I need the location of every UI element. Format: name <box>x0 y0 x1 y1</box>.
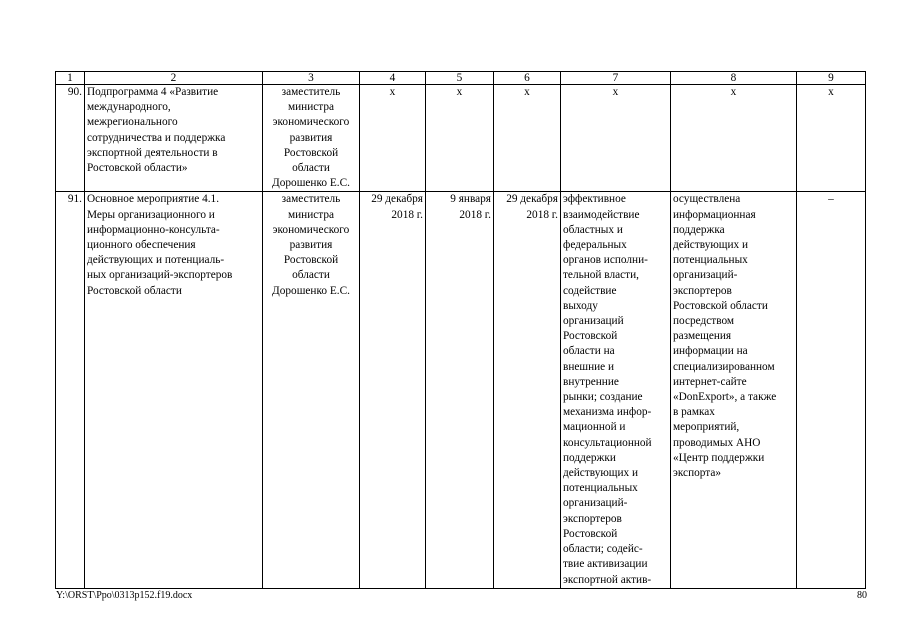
text-line: министра <box>287 208 335 221</box>
text-line: министра <box>287 101 335 114</box>
text-line: экспортной деятельности в <box>87 146 218 159</box>
text-line: взаимодействие <box>563 208 640 221</box>
row-col5: х <box>426 85 494 192</box>
text-line: твие активизации <box>563 558 648 571</box>
text-line: экспорта» <box>673 467 722 480</box>
text-line: экспортеров <box>673 284 732 297</box>
text-line: сотрудничества и поддержка <box>87 131 226 144</box>
text-line: 29 декабря <box>371 193 423 206</box>
row-col7: х <box>561 85 671 192</box>
text-line: Ростовской области <box>87 284 182 297</box>
text-line: поддержки <box>563 451 616 464</box>
text-line: заместитель <box>281 86 341 98</box>
text-line: 2018 г. <box>391 208 423 221</box>
text-line: выходу <box>563 299 598 312</box>
text-line: ных организаций-экспортеров <box>87 269 233 282</box>
text-line: заместитель <box>281 193 341 206</box>
text-line: поддержка <box>673 223 725 236</box>
header-cell: 2 <box>85 72 263 85</box>
text-line: проводимых АНО <box>673 436 761 449</box>
text-line: развития <box>289 131 333 144</box>
text-line: специализированном <box>673 360 775 373</box>
main-table <box>55 71 866 589</box>
row-responsible <box>263 192 360 588</box>
header-cell: 6 <box>494 72 561 85</box>
text-line: межрегионального <box>87 116 178 129</box>
text-line: ционного обеспечения <box>87 239 196 252</box>
text-line: информации на <box>673 345 748 358</box>
row-actual-result <box>671 192 797 588</box>
text-line: 2018 г. <box>459 208 491 221</box>
text-line: 29 декабря <box>506 193 558 206</box>
header-cell: 1 <box>56 72 85 85</box>
text-line: области; содейс- <box>563 543 643 556</box>
text-line: Ростовской <box>283 254 339 267</box>
row-col6: х <box>494 85 561 192</box>
row-col9: х <box>797 85 866 192</box>
text-line: Основное мероприятие 4.1. <box>87 193 220 206</box>
text-line: Ростовской области» <box>87 162 188 175</box>
text-line: 9 января <box>450 193 491 206</box>
text-line: содействие <box>563 284 617 297</box>
footer-file-path: Y:\ORST\Ppo\0313p152.f19.docx <box>56 590 193 601</box>
header-cell: 5 <box>426 72 494 85</box>
text-line: мационной и <box>563 421 626 434</box>
text-line: тельной власти, <box>563 269 639 282</box>
text-line: «DonExport», а также <box>673 391 777 404</box>
row-col4: х <box>360 85 426 192</box>
text-line: действующих и потенциаль- <box>87 254 225 267</box>
header-cell: 3 <box>263 72 360 85</box>
footer-page-number: 80 <box>857 590 867 601</box>
text-line: посредством <box>673 315 735 328</box>
text-line: развития <box>289 239 333 252</box>
row-expected-result <box>561 192 671 588</box>
text-line: области на <box>563 345 615 358</box>
row-name <box>85 192 263 588</box>
text-line: потенциальных <box>563 482 638 495</box>
text-line: информационно-консульта- <box>87 223 220 236</box>
text-line: области <box>292 162 330 175</box>
text-line: действующих и <box>563 467 639 480</box>
header-row <box>56 72 866 85</box>
text-line: информационная <box>673 208 756 221</box>
row-problems: – <box>797 192 866 588</box>
text-line: экономического <box>272 116 350 129</box>
row-end-date <box>426 192 494 588</box>
text-line: Дорошенко Е.С. <box>272 177 350 190</box>
row-number: 91. <box>56 192 85 588</box>
text-line: размещения <box>673 330 732 343</box>
text-line: Ростовской области <box>673 299 768 312</box>
row-col8: х <box>671 85 797 192</box>
text-line: Ростовской <box>563 330 618 343</box>
text-line: потенциальных <box>673 254 748 267</box>
text-line: «Центр поддержки <box>673 451 765 464</box>
row-fact-date <box>494 192 561 588</box>
text-line: экспортной актив- <box>563 573 652 586</box>
header-cell: 8 <box>671 72 797 85</box>
row-name <box>85 85 263 192</box>
header-cell: 4 <box>360 72 426 85</box>
text-line: внутренние <box>563 375 619 388</box>
text-line: федеральных <box>563 239 627 252</box>
text-line: международного, <box>87 101 171 114</box>
table-row-91 <box>56 192 866 588</box>
row-start-date <box>360 192 426 588</box>
text-line: Ростовской <box>563 527 618 540</box>
text-line: областных и <box>563 223 623 236</box>
text-line: организаций- <box>673 269 738 282</box>
header-cell: 9 <box>797 72 866 85</box>
text-line: органов исполни- <box>563 254 648 267</box>
text-line: осуществлена <box>673 193 741 206</box>
text-line: механизма инфор- <box>563 406 652 419</box>
text-line: экспортеров <box>563 512 622 525</box>
text-line: в рамках <box>673 406 715 419</box>
text-line: интернет-сайте <box>673 375 747 388</box>
text-line: организаций- <box>563 497 628 510</box>
text-line: рынки; создание <box>563 391 643 404</box>
text-line: мероприятий, <box>673 421 740 434</box>
text-line: действующих и <box>673 239 749 252</box>
text-line: 2018 г. <box>526 208 558 221</box>
text-line: организаций <box>563 315 624 328</box>
table-row-90 <box>56 85 866 192</box>
text-line: Подпрограмма 4 «Развитие <box>87 86 219 98</box>
text-line: экономического <box>272 223 350 236</box>
row-responsible <box>263 85 360 192</box>
text-line: области <box>292 269 330 282</box>
header-cell: 7 <box>561 72 671 85</box>
text-line: Дорошенко Е.С. <box>272 284 350 297</box>
text-line: консультационной <box>563 436 652 449</box>
row-number: 90. <box>56 85 85 192</box>
text-line: внешние и <box>563 360 615 373</box>
text-line: Ростовской <box>283 146 339 159</box>
text-line: Меры организационного и <box>87 208 215 221</box>
text-line: эффективное <box>563 193 626 206</box>
